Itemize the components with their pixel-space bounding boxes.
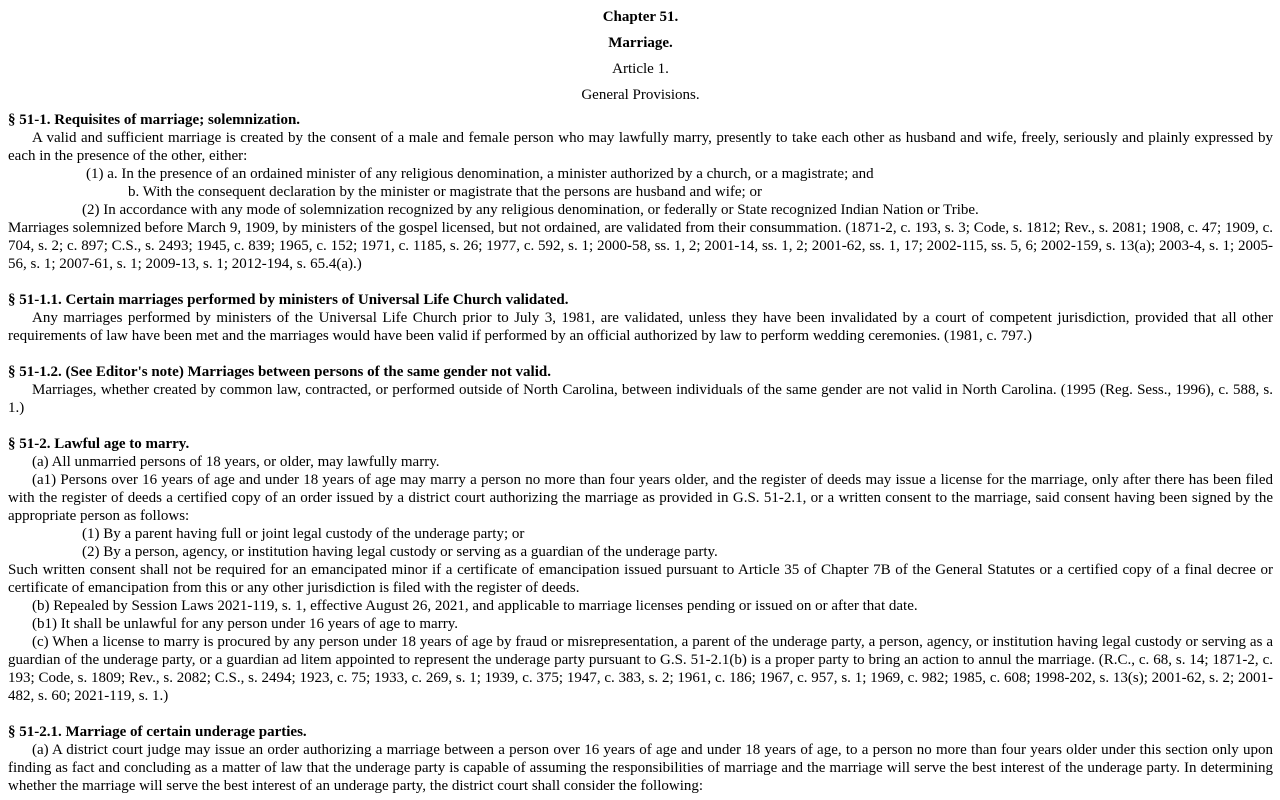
subsection-item: (1) By a parent having full or joint legal custody of the underage party; or: [82, 526, 525, 542]
section-paragraph: Such written consent shall not be required for an emancipated minor if a certificate of emancipation issued pursuant to Article 35 of Chapter 7B of the General Statutes or a certified copy of a final decree or certificate of emancipation from this or any other jurisdiction is filed with the register of deeds.: [8, 562, 1273, 596]
subsection-paragraph: (a) All unmarried persons of 18 years, or older, may lawfully marry.: [32, 454, 440, 470]
section-title: § 51-1.1. Certain marriages performed by ministers of Universal Life Church validated.: [8, 292, 569, 308]
subsection-paragraph: (a1) Persons over 16 years of age and under 18 years of age may marry a person no more than four years older, and the register of deeds may issue a license for the marriage, only after there has been filed with the register of deeds a certified copy of an order issued by a district court authorizing the marriage as provided in G.S. 51-2.1, or a written consent to the marriage, said consent having been signed by the appropriate person as follows:: [8, 472, 1273, 524]
section-paragraph: Any marriages performed by ministers of the Universal Life Church prior to July 3, 1981, are validated, unless they have been invalidated by a court of competent jurisdiction, provided that all other requirements of law have been met and the marriages would have been valid if performed by an official authorized by law to perform wedding ceremonies. (1981, c. 797.): [8, 310, 1273, 344]
subsection-item: (2) By a person, agency, or institution having legal custody or serving as a guardian of the underage party.: [82, 544, 718, 560]
subsection-item: (1) a. In the presence of an ordained minister of any religious denomination, a minister authorized by a church, or a magistrate; and: [86, 166, 874, 182]
section-paragraph: A valid and sufficient marriage is created by the consent of a male and female person who may lawfully marry, presently to take each other as husband and wife, freely, seriously and plainly expressed by each in the presence of the other, either:: [8, 130, 1273, 164]
subsection-paragraph: (a) A district court judge may issue an order authorizing a marriage between a person over 16 years of age and under 18 years of age, to a person no more than four years older under this section only upon finding as fact and concluding as a matter of law that the underage party is capable of assuming the responsibilities of marriage and the marriage will serve the best interest of the underage party. In determining whether the marriage will serve the best interest of an underage party, the district court shall consider the following:: [8, 742, 1273, 794]
section-paragraph: Marriages, whether created by common law, contracted, or performed outside of North Carolina, between individuals of the same gender are not valid in North Carolina. (1995 (Reg. Sess., 1996), c. 588, s. 1.): [8, 382, 1273, 416]
section-title: § 51-2. Lawful age to marry.: [8, 436, 190, 452]
subsection-paragraph: (c) When a license to marry is procured by any person under 18 years of age by fraud or misrepresentation, a parent of the underage party, a person, agency, or institution having legal custody or serving as a guardian of the underage party, or a guardian ad litem appointed to represent the underage party pursuant to G.S. 51-2.1(b) is a proper party to bring an action to annul the marriage. (R.C., c. 68, s. 14; 1871-2, c. 193; Code, s. 1809; Rev., s. 2082; C.S., s. 2494; 1923, c. 75; 1933, c. 269, s. 1; 1939, c. 375; 1947, c. 383, s. 2; 1961, c. 186; 1967, c. 957, s. 1; 1969, c. 982; 1985, c. 608; 1998-202, s. 13(s); 2001-62, s. 2; 2001-482, s. 60; 2021-119, s. 1.): [8, 634, 1273, 704]
subsection-item: (2) In accordance with any mode of solemnization recognized by any religious denomination, or federally or State recognized Indian Nation or Tribe.: [82, 202, 979, 218]
section-title: § 51-2.1. Marriage of certain underage parties.: [8, 724, 307, 740]
subsection-item: b. With the consequent declaration by the minister or magistrate that the persons are husband and wife; or: [128, 184, 762, 200]
section-title: § 51-1. Requisites of marriage; solemnization.: [8, 112, 301, 128]
article-heading: Article 1.: [612, 61, 669, 77]
chapter-heading: Chapter 51.: [602, 9, 679, 25]
section-title: § 51-1.2. (See Editor's note) Marriages between persons of the same gender not valid.: [8, 364, 551, 380]
subsection-paragraph: (b) Repealed by Session Laws 2021-119, s. 1, effective August 26, 2021, and applicable to marriage licenses pending or issued on or after that date.: [32, 598, 918, 614]
section-history-note: Marriages solemnized before March 9, 1909, by ministers of the gospel licensed, but not ordained, are validated from their consummation. (1871-2, c. 193, s. 3; Code, s. 1812; Rev., s. 2081; 1908, c. 47; 1909, c. 704, s. 2; c. 897; C.S., s. 2493; 1945, c. 839; 1965, c. 152; 1971, c. 1185, s. 26; 1977, c. 592, s. 1; 2000-58, ss. 1, 2; 2001-14, ss. 1, 2; 2001-62, ss. 1, 17; 2002-115, ss. 5, 6; 2002-159, s. 13(a); 2003-4, s. 1; 2005-56, s. 1; 2007-61, s. 1; 2009-13, s. 1; 2012-194, s. 65.4(a).): [8, 220, 1273, 272]
article-title: General Provisions.: [581, 87, 700, 103]
chapter-title: Marriage.: [608, 35, 673, 51]
statute-document: [8, 7, 1273, 795]
subsection-paragraph: (b1) It shall be unlawful for any person under 16 years of age to marry.: [32, 616, 458, 632]
